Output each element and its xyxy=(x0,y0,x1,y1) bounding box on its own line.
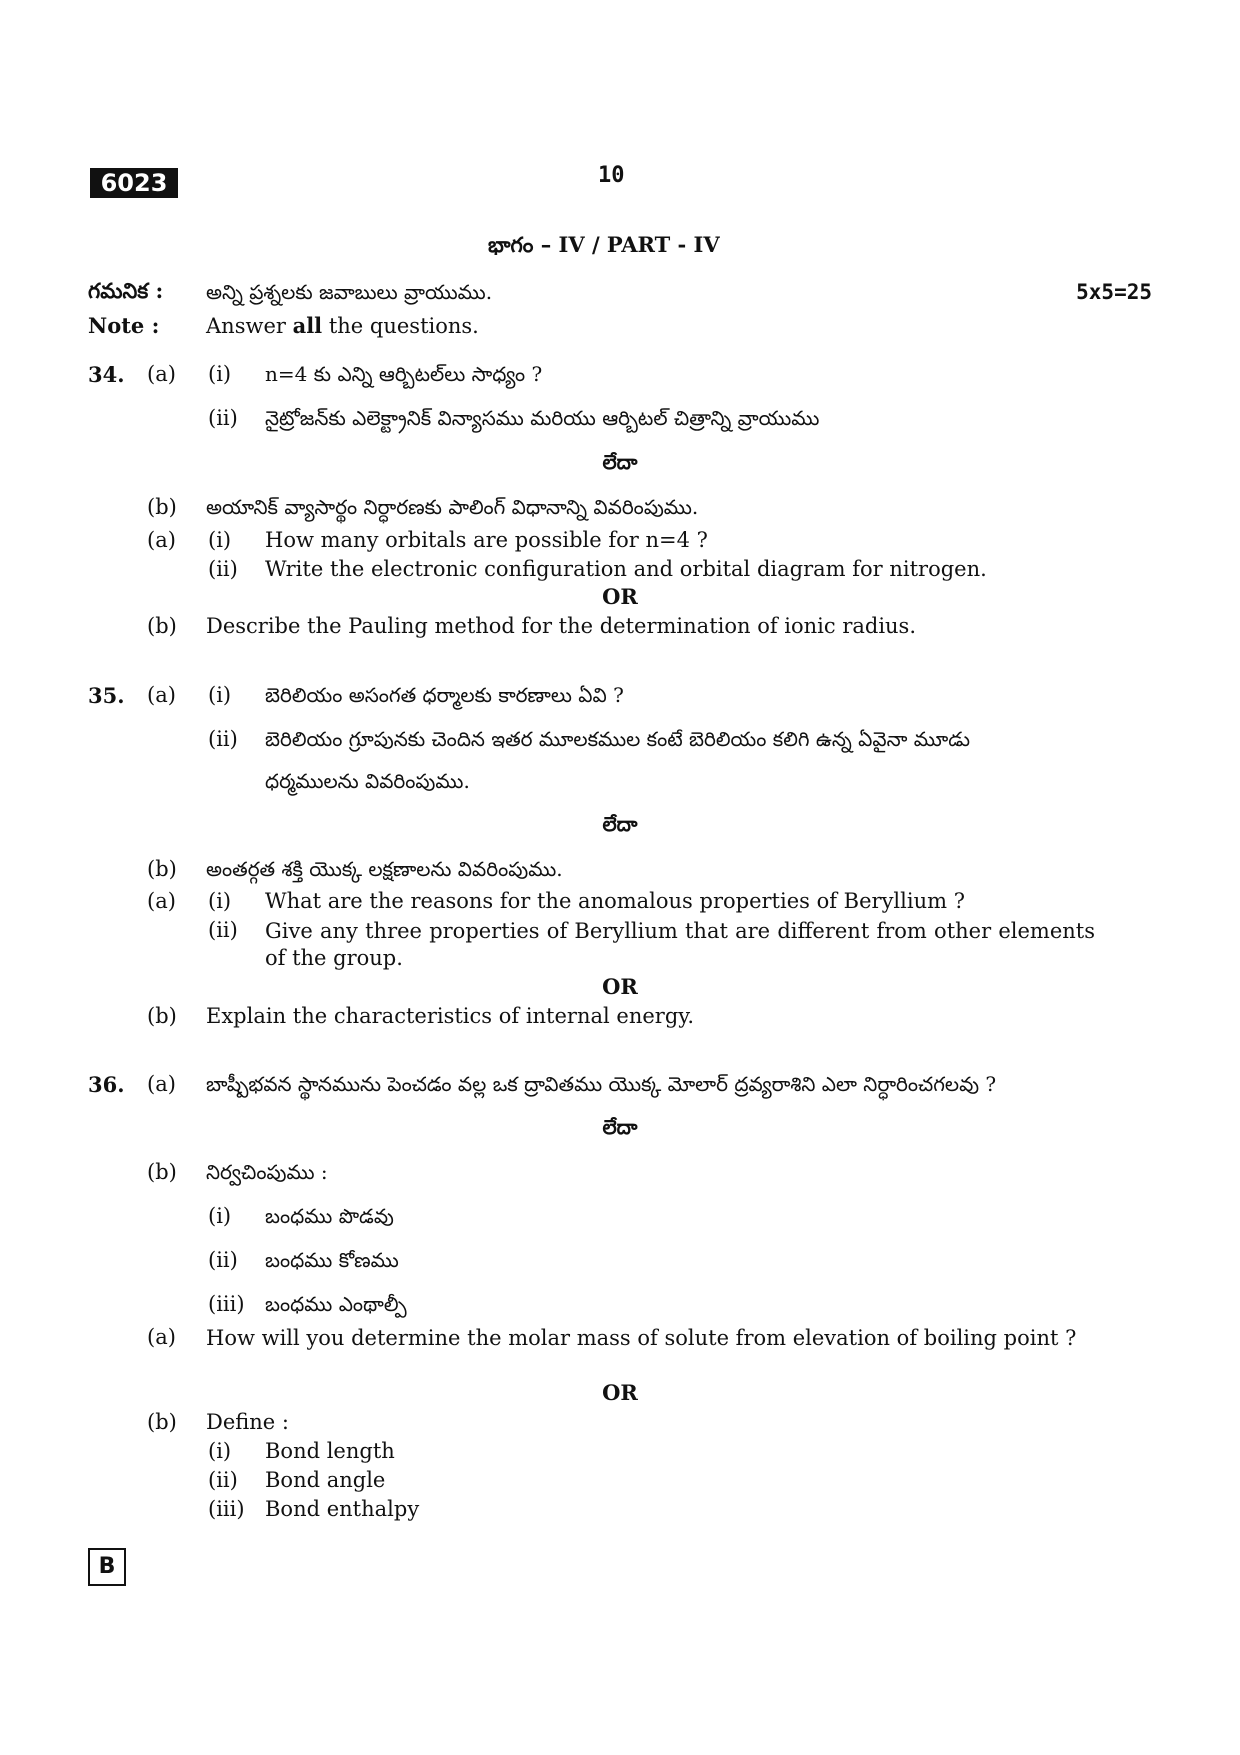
q35-or-telugu: లేదా xyxy=(602,812,638,836)
note-label-english: Note : xyxy=(88,313,160,338)
q35-b-telugu: అంతర్గత శక్తి యొక్క లక్షణాలను వివరింపుము. xyxy=(206,857,563,881)
q36-b-label-en: (b) xyxy=(147,1410,177,1434)
q35-b-label-en: (b) xyxy=(147,1004,177,1028)
q36-or-english: OR xyxy=(602,1380,638,1405)
q35-a-i-english: What are the reasons for the anomalous properties of Beryllium ? xyxy=(265,889,965,913)
question-34-number: 34. xyxy=(88,362,125,387)
q36-b-iii-label-en: (iii) xyxy=(208,1497,245,1521)
q36-b-ii-telugu: బంధము కోణము xyxy=(265,1248,399,1272)
q35-a-ii-label-te: (ii) xyxy=(208,727,238,751)
q34-a-label-te: (a) xyxy=(147,362,176,386)
q34-a-i-label-te: (i) xyxy=(208,362,232,386)
q36-b-i-label-en: (i) xyxy=(208,1439,232,1463)
q36-a-label-en: (a) xyxy=(147,1325,176,1349)
q35-a-label-en: (a) xyxy=(147,889,176,913)
q34-b-telugu: అయానిక్ వ్యాసార్థం నిర్ధారణకు పాలింగ్ విధానాన్ని వివరింపుము. xyxy=(206,495,699,519)
q36-b-iii-english: Bond enthalpy xyxy=(265,1497,420,1521)
note-label-telugu: గమనిక : xyxy=(88,278,164,303)
question-36-number: 36. xyxy=(88,1072,125,1097)
q36-b-iii-label-te: (iii) xyxy=(208,1292,245,1316)
q36-a-label-te: (a) xyxy=(147,1072,176,1096)
q34-or-telugu: లేదా xyxy=(602,450,638,474)
q34-b-label-te: (b) xyxy=(147,495,177,519)
marks-total: 5x5=25 xyxy=(1076,280,1152,304)
q34-or-english: OR xyxy=(602,584,638,609)
paper-code: 6023 xyxy=(90,168,178,198)
q35-a-i-telugu: బెరిలియం అసంగత ధర్మాలకు కారణాలు ఏవి ? xyxy=(265,683,624,707)
q36-b-i-telugu: బంధము పొడవు xyxy=(265,1204,394,1228)
booklet-series-box: B xyxy=(88,1548,126,1586)
q34-a-ii-telugu: నైట్రోజన్‌కు ఎలెక్ట్రానిక్ విన్యాసము మరియు ఆర్బిటల్ చిత్రాన్ని వ్రాయుము xyxy=(265,406,820,430)
q34-a-ii-label-te: (ii) xyxy=(208,406,238,430)
q34-a-i-label-en: (i) xyxy=(208,528,232,552)
q36-a-telugu: బాష్పీభవన స్థానమును పెంచడం వల్ల ఒక ద్రావితము యొక్క మోలార్ ద్రవ్యరాశిని ఎలా నిర్ధారించగలవు ? xyxy=(206,1072,997,1096)
q34-a-label-en: (a) xyxy=(147,528,176,552)
q36-b-ii-english: Bond angle xyxy=(265,1468,386,1492)
question-35-number: 35. xyxy=(88,683,125,708)
page-number: 10 xyxy=(598,163,625,188)
note-text-english: Answer all the questions. xyxy=(206,313,479,338)
q36-a-english: How will you determine the molar mass of solute from elevation of boiling point ? xyxy=(206,1326,1077,1350)
note-text-telugu: అన్ని ప్రశ్నలకు జవాబులు వ్రాయుము. xyxy=(206,280,493,304)
q34-a-ii-label-en: (ii) xyxy=(208,557,238,581)
q34-a-i-english: How many orbitals are possible for n=4 ? xyxy=(265,528,708,552)
q35-a-ii-telugu-line1: బెరిలియం గ్రూపునకు చెందిన ఇతర మూలకముల కంటే బెరిలియం కలిగి ఉన్న ఏవైనా మూడు xyxy=(265,727,970,751)
q35-or-english: OR xyxy=(602,974,638,999)
part-title: భాగం – IV / PART - IV xyxy=(488,232,720,257)
q35-a-ii-label-en: (ii) xyxy=(208,918,238,942)
q35-a-label-te: (a) xyxy=(147,683,176,707)
q34-b-label-en: (b) xyxy=(147,614,177,638)
q36-b-i-label-te: (i) xyxy=(208,1204,232,1228)
q35-a-i-label-en: (i) xyxy=(208,889,232,913)
q34-b-english: Describe the Pauling method for the determination of ionic radius. xyxy=(206,614,917,638)
q35-b-label-te: (b) xyxy=(147,857,177,881)
q36-b-label-te: (b) xyxy=(147,1160,177,1184)
q35-a-ii-english: Give any three properties of Beryllium that are different from other elements of the group. xyxy=(265,919,1095,970)
q36-b-ii-label-te: (ii) xyxy=(208,1248,238,1272)
q34-a-ii-english: Write the electronic configuration and orbital diagram for nitrogen. xyxy=(265,557,987,581)
q35-a-ii-telugu-line2: ధర్మములను వివరింపుము. xyxy=(265,769,470,793)
q35-b-english: Explain the characteristics of internal energy. xyxy=(206,1004,695,1028)
q36-b-english: Define : xyxy=(206,1410,289,1434)
q36-b-iii-telugu: బంధము ఎంథాల్పీ xyxy=(265,1292,407,1316)
q35-a-i-label-te: (i) xyxy=(208,683,232,707)
q36-b-ii-label-en: (ii) xyxy=(208,1468,238,1492)
q36-or-telugu: లేదా xyxy=(602,1115,638,1139)
q34-a-i-telugu: n=4 కు ఎన్ని ఆర్బిటల్‌లు సాధ్యం ? xyxy=(265,362,543,386)
q36-b-i-english: Bond length xyxy=(265,1439,395,1463)
q36-b-telugu: నిర్వచింపుము : xyxy=(206,1160,328,1184)
